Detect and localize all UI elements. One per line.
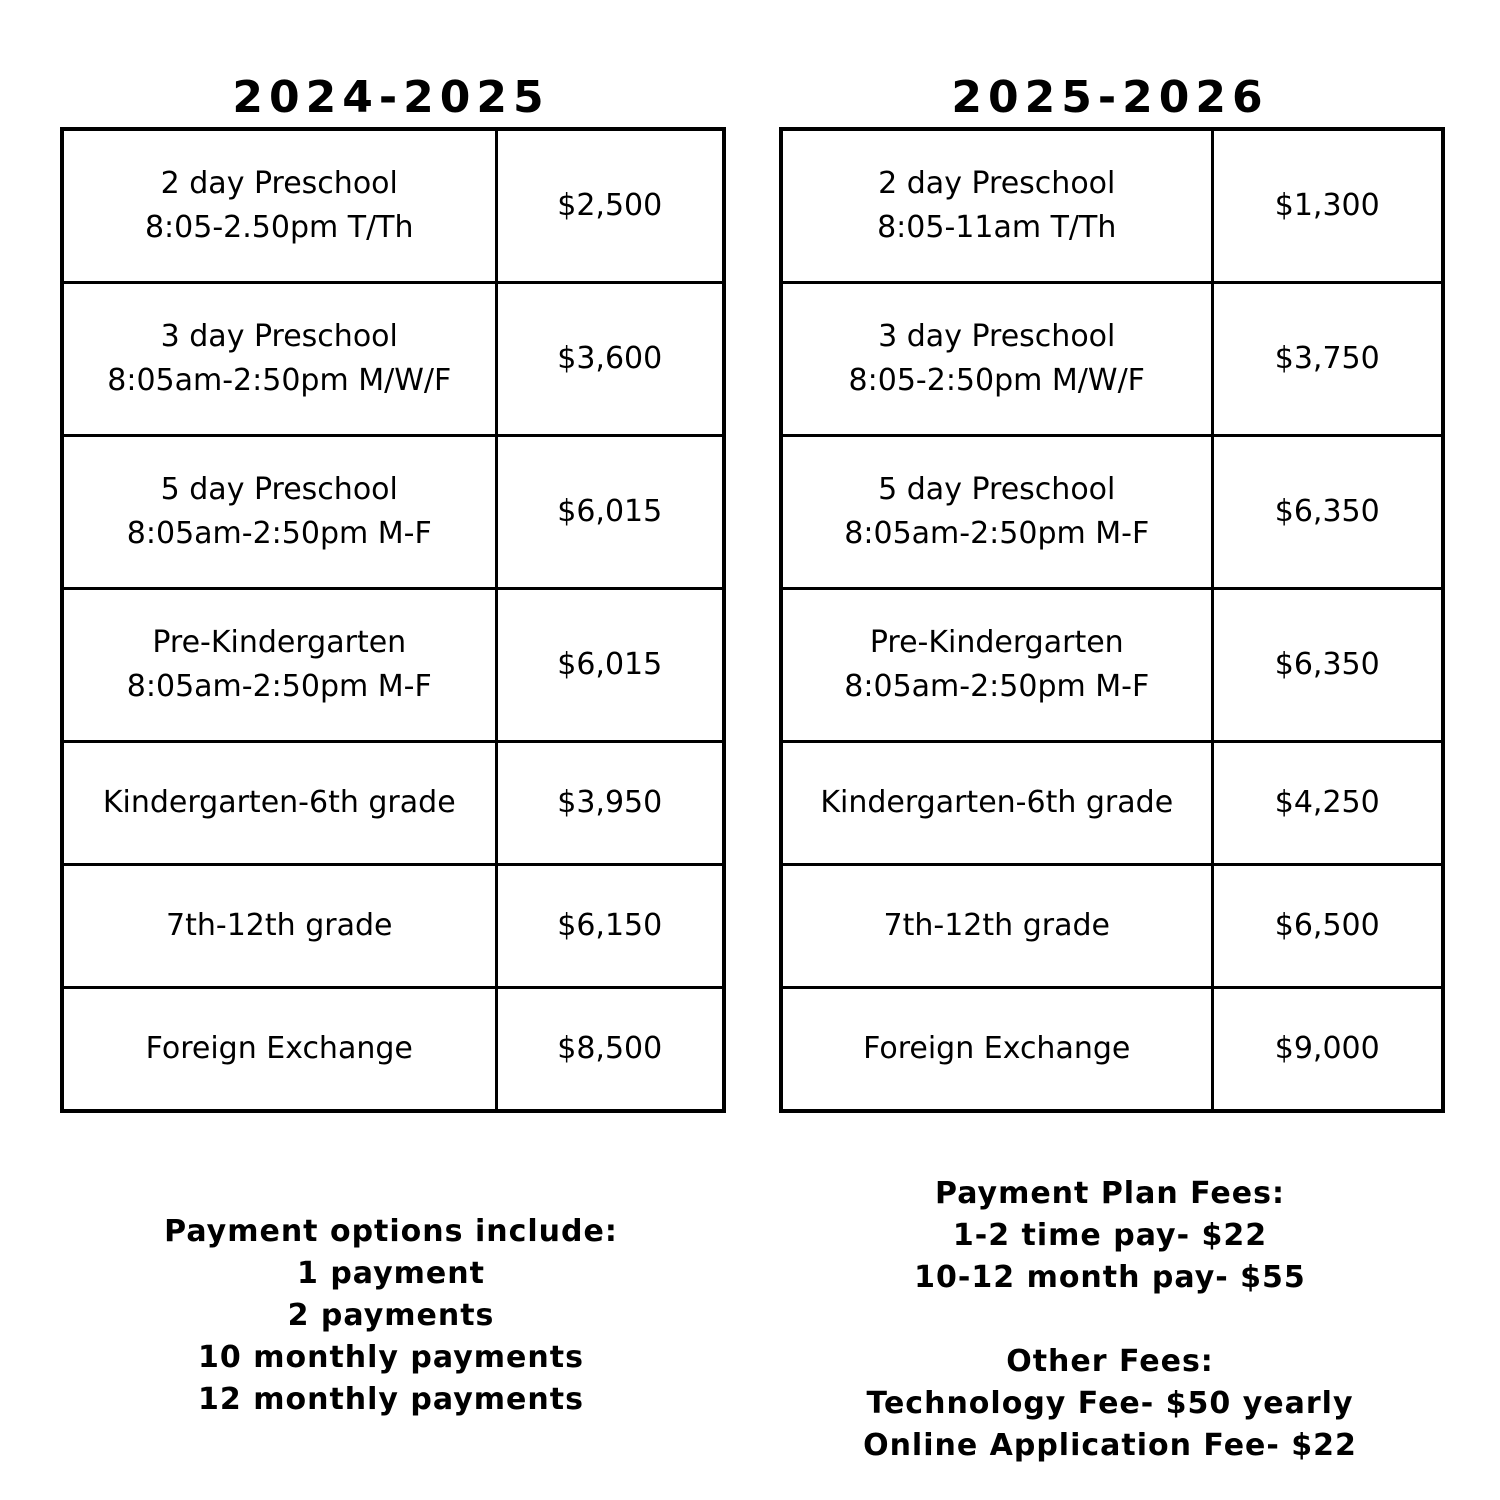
- program-name: Pre-Kindergarten: [869, 625, 1124, 660]
- table-row: [781, 436, 1443, 589]
- payment-options-heading: Payment options include:: [164, 1214, 618, 1249]
- table-row: [781, 742, 1443, 865]
- program-schedule: 8:05am-2:50pm M-F: [844, 516, 1150, 551]
- notes-spacer: [765, 1299, 1455, 1341]
- program-name: Pre-Kindergarten: [152, 625, 407, 660]
- other-fee: Online Application Fee- $22: [863, 1428, 1357, 1463]
- payment-option: 12 monthly payments: [198, 1382, 584, 1417]
- program-name: Kindergarten-6th grade: [102, 785, 456, 820]
- table-row: [781, 589, 1443, 742]
- table-row: [781, 129, 1443, 283]
- price-cell: $6,015: [496, 436, 724, 589]
- program-name: 7th-12th grade: [166, 908, 393, 943]
- program-cell: [62, 589, 496, 742]
- payment-option: 10 monthly payments: [198, 1340, 584, 1375]
- table-row: [781, 865, 1443, 988]
- program-cell: [62, 988, 496, 1112]
- other-fee: Technology Fee- $50 yearly: [866, 1386, 1354, 1421]
- price-cell: $2,500: [496, 129, 724, 283]
- program-name: 2 day Preschool: [878, 166, 1116, 201]
- price-cell: $6,150: [496, 865, 724, 988]
- table-row: [62, 129, 724, 283]
- payment-plan-fee: 1-2 time pay- $22: [952, 1218, 1268, 1253]
- year-title-2025-2026: 2025-2026: [951, 72, 1269, 123]
- program-cell: [62, 865, 496, 988]
- price-cell: $3,750: [1212, 283, 1443, 436]
- other-fees-heading: Other Fees:: [1006, 1344, 1214, 1379]
- payment-options: [60, 1211, 722, 1421]
- program-cell: [781, 436, 1212, 589]
- payment-plan-fees-heading: Payment Plan Fees:: [935, 1176, 1285, 1211]
- program-name: Foreign Exchange: [145, 1031, 413, 1066]
- table-row: [62, 742, 724, 865]
- program-name: 2 day Preschool: [160, 166, 398, 201]
- price-cell: $8,500: [496, 988, 724, 1112]
- program-cell: [62, 129, 496, 283]
- year-title-2024-2025: 2024-2025: [232, 72, 550, 123]
- tuition-table-2024-2025: [60, 127, 726, 1113]
- price-cell: $6,350: [1212, 589, 1443, 742]
- fees-notes: [765, 1173, 1455, 1467]
- program-cell: [781, 283, 1212, 436]
- program-cell: [781, 865, 1212, 988]
- tuition-table-2025-2026: [779, 127, 1445, 1113]
- table-row: [62, 589, 724, 742]
- program-name: 5 day Preschool: [878, 472, 1116, 507]
- price-cell: $6,350: [1212, 436, 1443, 589]
- program-schedule: 8:05-2:50pm M/W/F: [848, 363, 1145, 398]
- price-cell: $6,500: [1212, 865, 1443, 988]
- program-cell: [62, 436, 496, 589]
- program-name: Kindergarten-6th grade: [820, 785, 1174, 820]
- program-cell: [781, 129, 1212, 283]
- price-cell: $6,015: [496, 589, 724, 742]
- table-row: [62, 988, 724, 1112]
- table-row: [62, 436, 724, 589]
- payment-plan-fee: 10-12 month pay- $55: [914, 1260, 1306, 1295]
- program-name: Foreign Exchange: [863, 1031, 1131, 1066]
- payment-option: 1 payment: [297, 1256, 485, 1291]
- program-name: 7th-12th grade: [883, 908, 1110, 943]
- program-schedule: 8:05am-2:50pm M-F: [126, 516, 432, 551]
- price-cell: $9,000: [1212, 988, 1443, 1112]
- program-name: 3 day Preschool: [878, 319, 1116, 354]
- program-cell: [62, 283, 496, 436]
- program-schedule: 8:05am-2:50pm M-F: [844, 669, 1150, 704]
- program-cell: [781, 589, 1212, 742]
- program-schedule: 8:05-11am T/Th: [877, 210, 1117, 245]
- price-cell: $4,250: [1212, 742, 1443, 865]
- price-cell: $3,600: [496, 283, 724, 436]
- table-row: [781, 283, 1443, 436]
- program-cell: [781, 742, 1212, 865]
- program-name: 3 day Preschool: [160, 319, 398, 354]
- program-schedule: 8:05-2.50pm T/Th: [144, 210, 414, 245]
- program-cell: [62, 742, 496, 865]
- program-schedule: 8:05am-2:50pm M-F: [126, 669, 432, 704]
- price-cell: $3,950: [496, 742, 724, 865]
- payment-option: 2 payments: [287, 1298, 495, 1333]
- table-row: [62, 283, 724, 436]
- price-cell: $1,300: [1212, 129, 1443, 283]
- table-row: [62, 865, 724, 988]
- table-row: [781, 988, 1443, 1112]
- program-schedule: 8:05am-2:50pm M/W/F: [107, 363, 452, 398]
- program-cell: [781, 988, 1212, 1112]
- program-name: 5 day Preschool: [160, 472, 398, 507]
